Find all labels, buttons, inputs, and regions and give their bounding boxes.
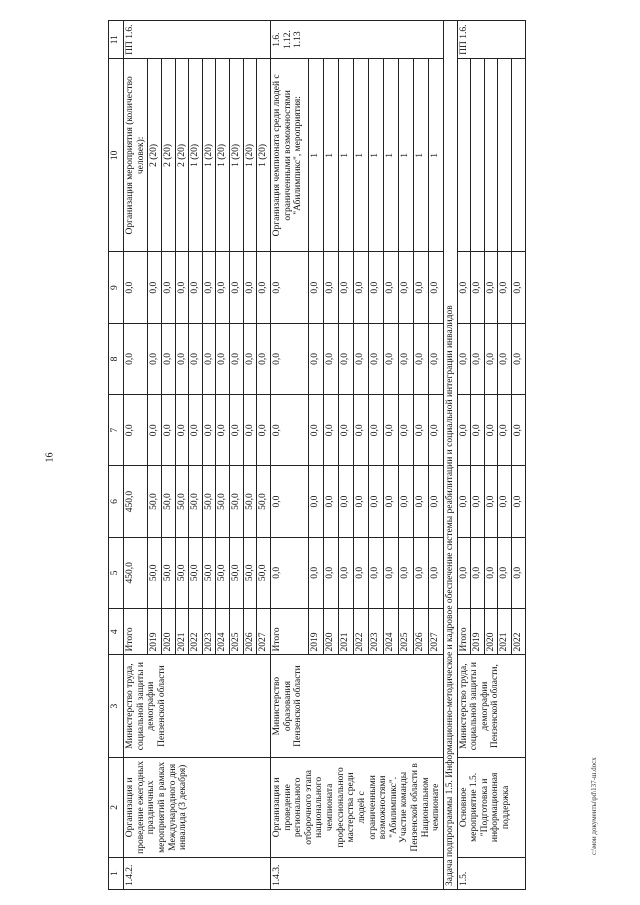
year-year: 2022 — [354, 608, 369, 654]
reference: 1.6. 1.12. 1.13 — [270, 21, 443, 59]
indicator-value: 1 — [383, 59, 398, 252]
year-c9: 0,0 — [216, 252, 230, 323]
total-c5: 0,0 — [457, 537, 471, 608]
year-c5: 0,0 — [309, 537, 324, 608]
year-c9: 0,0 — [175, 252, 189, 323]
header-cell: 1 — [109, 857, 124, 889]
year-c9: 0,0 — [189, 252, 203, 323]
executor: Министерство труда, социальной защиты и демографии Пензенской области — [124, 655, 271, 757]
program-table — [108, 20, 526, 890]
year-c8: 0,0 — [230, 323, 244, 394]
year-c6: 0,0 — [498, 466, 512, 537]
year-c5: 50,0 — [161, 537, 175, 608]
year-c6: 0,0 — [413, 466, 428, 537]
indicator-title — [457, 59, 471, 252]
row-number: 1.4.2. — [124, 857, 271, 889]
year-c9: 0,0 — [368, 252, 383, 323]
year-c7: 0,0 — [148, 395, 162, 466]
year-c5: 50,0 — [230, 537, 244, 608]
header-cell: 4 — [109, 608, 124, 654]
year-c5: 50,0 — [189, 537, 203, 608]
header-cell: 5 — [109, 537, 124, 608]
year-c6: 0,0 — [339, 466, 354, 537]
year-c7: 0,0 — [471, 395, 485, 466]
year-c5: 50,0 — [175, 537, 189, 608]
year-year: 2024 — [216, 608, 230, 654]
total-c6: 450,0 — [124, 466, 148, 537]
reference: ПП 1.6. — [457, 21, 525, 59]
year-year: 2023 — [202, 608, 216, 654]
year-c5: 0,0 — [324, 537, 339, 608]
year-c5: 50,0 — [216, 537, 230, 608]
year-c8: 0,0 — [243, 323, 257, 394]
section-title: Задача подпрограммы 1.5. Информационно-методическое и кадровое обеспечение системы реабилитации и социальной интеграции инвалидов — [443, 21, 457, 890]
year-c8: 0,0 — [202, 323, 216, 394]
year-c8: 0,0 — [383, 323, 398, 394]
year-c8: 0,0 — [339, 323, 354, 394]
year-c8: 0,0 — [498, 323, 512, 394]
year-c5: 50,0 — [148, 537, 162, 608]
indicator-value — [471, 59, 485, 252]
year-c5: 0,0 — [413, 537, 428, 608]
footer-path: c:\мои документы\pd\137-ш.docx — [590, 757, 598, 855]
header-cell: 8 — [109, 323, 124, 394]
year-c7: 0,0 — [383, 395, 398, 466]
year-c5: 0,0 — [484, 537, 498, 608]
year-c9: 0,0 — [202, 252, 216, 323]
indicator-value: 2 (20) — [161, 59, 175, 252]
year-c5: 0,0 — [471, 537, 485, 608]
year-c7: 0,0 — [398, 395, 413, 466]
year-c9: 0,0 — [512, 252, 526, 323]
indicator-value — [498, 59, 512, 252]
activity-name: Организация и проведение регионального отборочного этапа национального чемпионата профессионального мастерства среди людей с ограниченными возможностями "Абилимпикс". Участие команды Пензенской области в Национальном чемпионате — [270, 757, 443, 857]
year-year: 2027 — [257, 608, 271, 654]
year-year: 2021 — [339, 608, 354, 654]
indicator-value: 1 — [428, 59, 443, 252]
year-c6: 0,0 — [383, 466, 398, 537]
total-c7: 0,0 — [457, 395, 471, 466]
total-c9: 0,0 — [457, 252, 471, 323]
year-c6: 0,0 — [398, 466, 413, 537]
indicator-value: 1 (20) — [257, 59, 271, 252]
year-c7: 0,0 — [512, 395, 526, 466]
indicator-value — [484, 59, 498, 252]
year-c6: 50,0 — [175, 466, 189, 537]
year-c9: 0,0 — [161, 252, 175, 323]
table-body — [124, 21, 526, 890]
header-row — [109, 21, 124, 890]
total-year: Итого — [270, 608, 308, 654]
year-c6: 50,0 — [202, 466, 216, 537]
indicator-value: 1 — [398, 59, 413, 252]
year-year: 2024 — [383, 608, 398, 654]
indicator-value: 1 (20) — [216, 59, 230, 252]
total-c8: 0,0 — [457, 323, 471, 394]
reference: ПП 1.6. — [124, 21, 271, 59]
year-c8: 0,0 — [216, 323, 230, 394]
year-year: 2019 — [309, 608, 324, 654]
total-c7: 0,0 — [124, 395, 148, 466]
total-c7: 0,0 — [270, 395, 308, 466]
year-c5: 0,0 — [339, 537, 354, 608]
total-c5: 0,0 — [270, 537, 308, 608]
year-c5: 0,0 — [354, 537, 369, 608]
year-c8: 0,0 — [189, 323, 203, 394]
year-c7: 0,0 — [498, 395, 512, 466]
year-c5: 0,0 — [498, 537, 512, 608]
indicator-title: Организация мероприятия (количество человек): — [124, 59, 148, 252]
year-year: 2026 — [413, 608, 428, 654]
year-c7: 0,0 — [324, 395, 339, 466]
indicator-value: 2 (20) — [175, 59, 189, 252]
year-c8: 0,0 — [161, 323, 175, 394]
year-c6: 50,0 — [230, 466, 244, 537]
table-row — [270, 21, 308, 890]
executor: Министерство труда, социальной защиты и демографии Пензенской области, — [457, 655, 525, 757]
total-c5: 450,0 — [124, 537, 148, 608]
indicator-value — [512, 59, 526, 252]
year-c7: 0,0 — [202, 395, 216, 466]
year-c9: 0,0 — [498, 252, 512, 323]
indicator-value: 1 — [339, 59, 354, 252]
year-c7: 0,0 — [428, 395, 443, 466]
year-c7: 0,0 — [413, 395, 428, 466]
total-c9: 0,0 — [124, 252, 148, 323]
activity-name: Основное мероприятие 1.5. "Подготовка и информационная поддержка — [457, 757, 525, 857]
year-c7: 0,0 — [339, 395, 354, 466]
year-year: 2020 — [324, 608, 339, 654]
year-year: 2021 — [175, 608, 189, 654]
header-cell: 2 — [109, 757, 124, 857]
year-c5: 0,0 — [428, 537, 443, 608]
total-year: Итого — [124, 608, 148, 654]
year-c5: 0,0 — [398, 537, 413, 608]
indicator-value: 1 (20) — [243, 59, 257, 252]
year-year: 2021 — [498, 608, 512, 654]
section-row — [443, 21, 457, 890]
year-c9: 0,0 — [484, 252, 498, 323]
row-number: 1.5. — [457, 857, 525, 889]
year-c6: 50,0 — [161, 466, 175, 537]
total-c6: 0,0 — [270, 466, 308, 537]
year-year: 2023 — [368, 608, 383, 654]
indicator-value: 1 — [413, 59, 428, 252]
total-c6: 0,0 — [457, 466, 471, 537]
year-c7: 0,0 — [175, 395, 189, 466]
year-c9: 0,0 — [471, 252, 485, 323]
year-c8: 0,0 — [309, 323, 324, 394]
rotated-table-wrapper — [108, 20, 523, 890]
year-year: 2025 — [398, 608, 413, 654]
indicator-value: 1 (20) — [230, 59, 244, 252]
year-c7: 0,0 — [230, 395, 244, 466]
executor: Министерство образования Пензенской области — [270, 655, 443, 757]
total-c8: 0,0 — [124, 323, 148, 394]
year-c9: 0,0 — [383, 252, 398, 323]
year-c7: 0,0 — [354, 395, 369, 466]
year-c8: 0,0 — [324, 323, 339, 394]
header-cell: 7 — [109, 395, 124, 466]
header-cell: 3 — [109, 655, 124, 757]
year-c8: 0,0 — [368, 323, 383, 394]
year-year: 2020 — [484, 608, 498, 654]
year-c6: 50,0 — [243, 466, 257, 537]
year-c5: 50,0 — [202, 537, 216, 608]
page-number: 16 — [44, 452, 56, 463]
year-c6: 0,0 — [512, 466, 526, 537]
year-year: 2022 — [512, 608, 526, 654]
indicator-value: 1 — [368, 59, 383, 252]
header-cell: 9 — [109, 252, 124, 323]
year-c8: 0,0 — [175, 323, 189, 394]
year-c9: 0,0 — [257, 252, 271, 323]
total-c8: 0,0 — [270, 323, 308, 394]
year-c8: 0,0 — [354, 323, 369, 394]
year-c6: 50,0 — [148, 466, 162, 537]
year-year: 2022 — [189, 608, 203, 654]
year-c6: 0,0 — [471, 466, 485, 537]
year-c9: 0,0 — [309, 252, 324, 323]
indicator-value: 1 (20) — [189, 59, 203, 252]
year-c8: 0,0 — [512, 323, 526, 394]
header-cell: 11 — [109, 21, 124, 59]
year-c6: 0,0 — [368, 466, 383, 537]
total-year: Итого — [457, 608, 471, 654]
year-c5: 0,0 — [383, 537, 398, 608]
year-c7: 0,0 — [309, 395, 324, 466]
year-c8: 0,0 — [428, 323, 443, 394]
year-c6: 0,0 — [354, 466, 369, 537]
table-row — [124, 21, 148, 890]
year-c9: 0,0 — [324, 252, 339, 323]
year-c8: 0,0 — [257, 323, 271, 394]
year-c8: 0,0 — [471, 323, 485, 394]
indicator-value: 2 (20) — [148, 59, 162, 252]
year-year: 2019 — [471, 608, 485, 654]
year-c6: 0,0 — [324, 466, 339, 537]
year-year: 2020 — [161, 608, 175, 654]
year-c5: 0,0 — [512, 537, 526, 608]
year-c9: 0,0 — [230, 252, 244, 323]
year-c9: 0,0 — [398, 252, 413, 323]
year-c6: 0,0 — [484, 466, 498, 537]
indicator-value: 1 — [324, 59, 339, 252]
row-number: 1.4.3. — [270, 857, 443, 889]
indicator-value: 1 (20) — [202, 59, 216, 252]
year-c9: 0,0 — [428, 252, 443, 323]
total-c9: 0,0 — [270, 252, 308, 323]
header-cell: 10 — [109, 59, 124, 252]
year-c8: 0,0 — [484, 323, 498, 394]
year-c6: 0,0 — [309, 466, 324, 537]
year-c6: 50,0 — [216, 466, 230, 537]
year-c7: 0,0 — [243, 395, 257, 466]
year-year: 2027 — [428, 608, 443, 654]
year-c7: 0,0 — [216, 395, 230, 466]
year-c8: 0,0 — [398, 323, 413, 394]
year-c5: 50,0 — [243, 537, 257, 608]
year-c7: 0,0 — [189, 395, 203, 466]
year-c9: 0,0 — [413, 252, 428, 323]
year-year: 2026 — [243, 608, 257, 654]
year-c6: 50,0 — [257, 466, 271, 537]
indicator-value: 1 — [309, 59, 324, 252]
year-c7: 0,0 — [484, 395, 498, 466]
year-c5: 0,0 — [368, 537, 383, 608]
year-c9: 0,0 — [339, 252, 354, 323]
indicator-value: 1 — [354, 59, 369, 252]
year-c6: 0,0 — [428, 466, 443, 537]
year-c7: 0,0 — [257, 395, 271, 466]
year-c9: 0,0 — [148, 252, 162, 323]
year-year: 2025 — [230, 608, 244, 654]
table-row — [457, 21, 471, 890]
year-c8: 0,0 — [413, 323, 428, 394]
year-c5: 50,0 — [257, 537, 271, 608]
header-cell: 6 — [109, 466, 124, 537]
year-c7: 0,0 — [161, 395, 175, 466]
year-c8: 0,0 — [148, 323, 162, 394]
indicator-title: Организация чемпионата среди людей с ограниченными возможностями "Абилимпикс", мероприятия: — [270, 59, 308, 252]
year-c7: 0,0 — [368, 395, 383, 466]
year-c9: 0,0 — [243, 252, 257, 323]
year-c9: 0,0 — [354, 252, 369, 323]
year-c6: 50,0 — [189, 466, 203, 537]
year-year: 2019 — [148, 608, 162, 654]
activity-name: Организация и проведение ежегодных праздничных мероприятий в рамках Международного дня инвалида (3 декабря) — [124, 757, 271, 857]
